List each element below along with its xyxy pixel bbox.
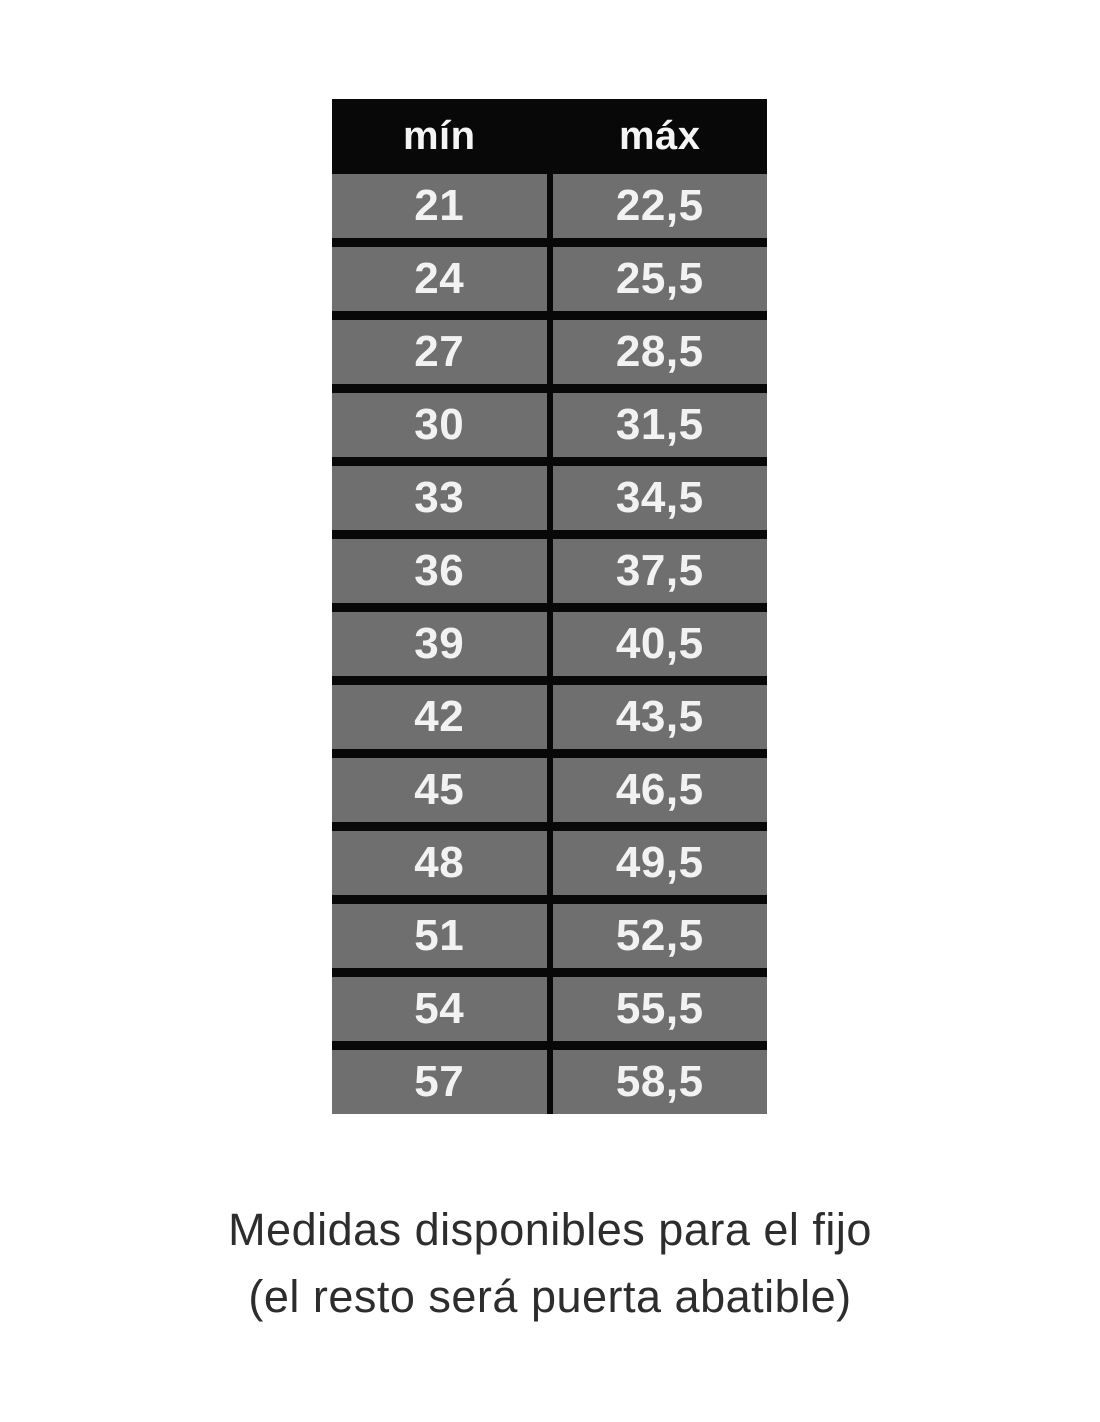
table-caption <box>0 1196 1100 1330</box>
table-cell-max: 43,5 <box>553 685 768 749</box>
table-cell-min: 51 <box>332 904 547 968</box>
table-cell-max: 34,5 <box>553 466 768 530</box>
table-row <box>332 174 767 238</box>
table-cell-min: 42 <box>332 685 547 749</box>
column-header-max: máx <box>618 114 701 158</box>
table-cell-max: 28,5 <box>553 320 768 384</box>
table-cell-max: 22,5 <box>553 174 768 238</box>
table-row <box>332 539 767 603</box>
table-cell-min: 48 <box>332 831 547 895</box>
table-row <box>332 320 767 384</box>
table-cell-min: 39 <box>332 612 547 676</box>
table-cell-max: 25,5 <box>553 247 768 311</box>
table-cell-max: 40,5 <box>553 612 768 676</box>
table-cell-min: 54 <box>332 977 547 1041</box>
table-cell-min: 21 <box>332 174 547 238</box>
caption-line-2: (el resto será puerta abatible) <box>248 1271 852 1322</box>
table-cell-max: 31,5 <box>553 393 768 457</box>
table-row <box>332 831 767 895</box>
table-row <box>332 393 767 457</box>
table-cell-max: 49,5 <box>553 831 768 895</box>
table-cell-min: 57 <box>332 1050 547 1114</box>
table-cell-min: 33 <box>332 466 547 530</box>
table-row <box>332 904 767 968</box>
table-cell-min: 45 <box>332 758 547 822</box>
table-header-row <box>332 99 767 174</box>
table-cell-max: 58,5 <box>553 1050 768 1114</box>
caption-line-1: Medidas disponibles para el fijo <box>228 1204 872 1255</box>
table-row <box>332 612 767 676</box>
table-cell-max: 55,5 <box>553 977 768 1041</box>
table-cell-min: 27 <box>332 320 547 384</box>
table-cell-min: 24 <box>332 247 547 311</box>
table-cell-max: 52,5 <box>553 904 768 968</box>
table-cell-min: 36 <box>332 539 547 603</box>
table-row <box>332 1050 767 1114</box>
table-row <box>332 247 767 311</box>
table-cell-max: 37,5 <box>553 539 768 603</box>
table-row <box>332 466 767 530</box>
table-body <box>332 174 767 1114</box>
table-row <box>332 977 767 1041</box>
table-row <box>332 685 767 749</box>
table-cell-max: 46,5 <box>553 758 768 822</box>
table-cell-min: 30 <box>332 393 547 457</box>
table-row <box>332 758 767 822</box>
column-header-min: mín <box>402 114 476 158</box>
measurements-table <box>332 99 767 1114</box>
